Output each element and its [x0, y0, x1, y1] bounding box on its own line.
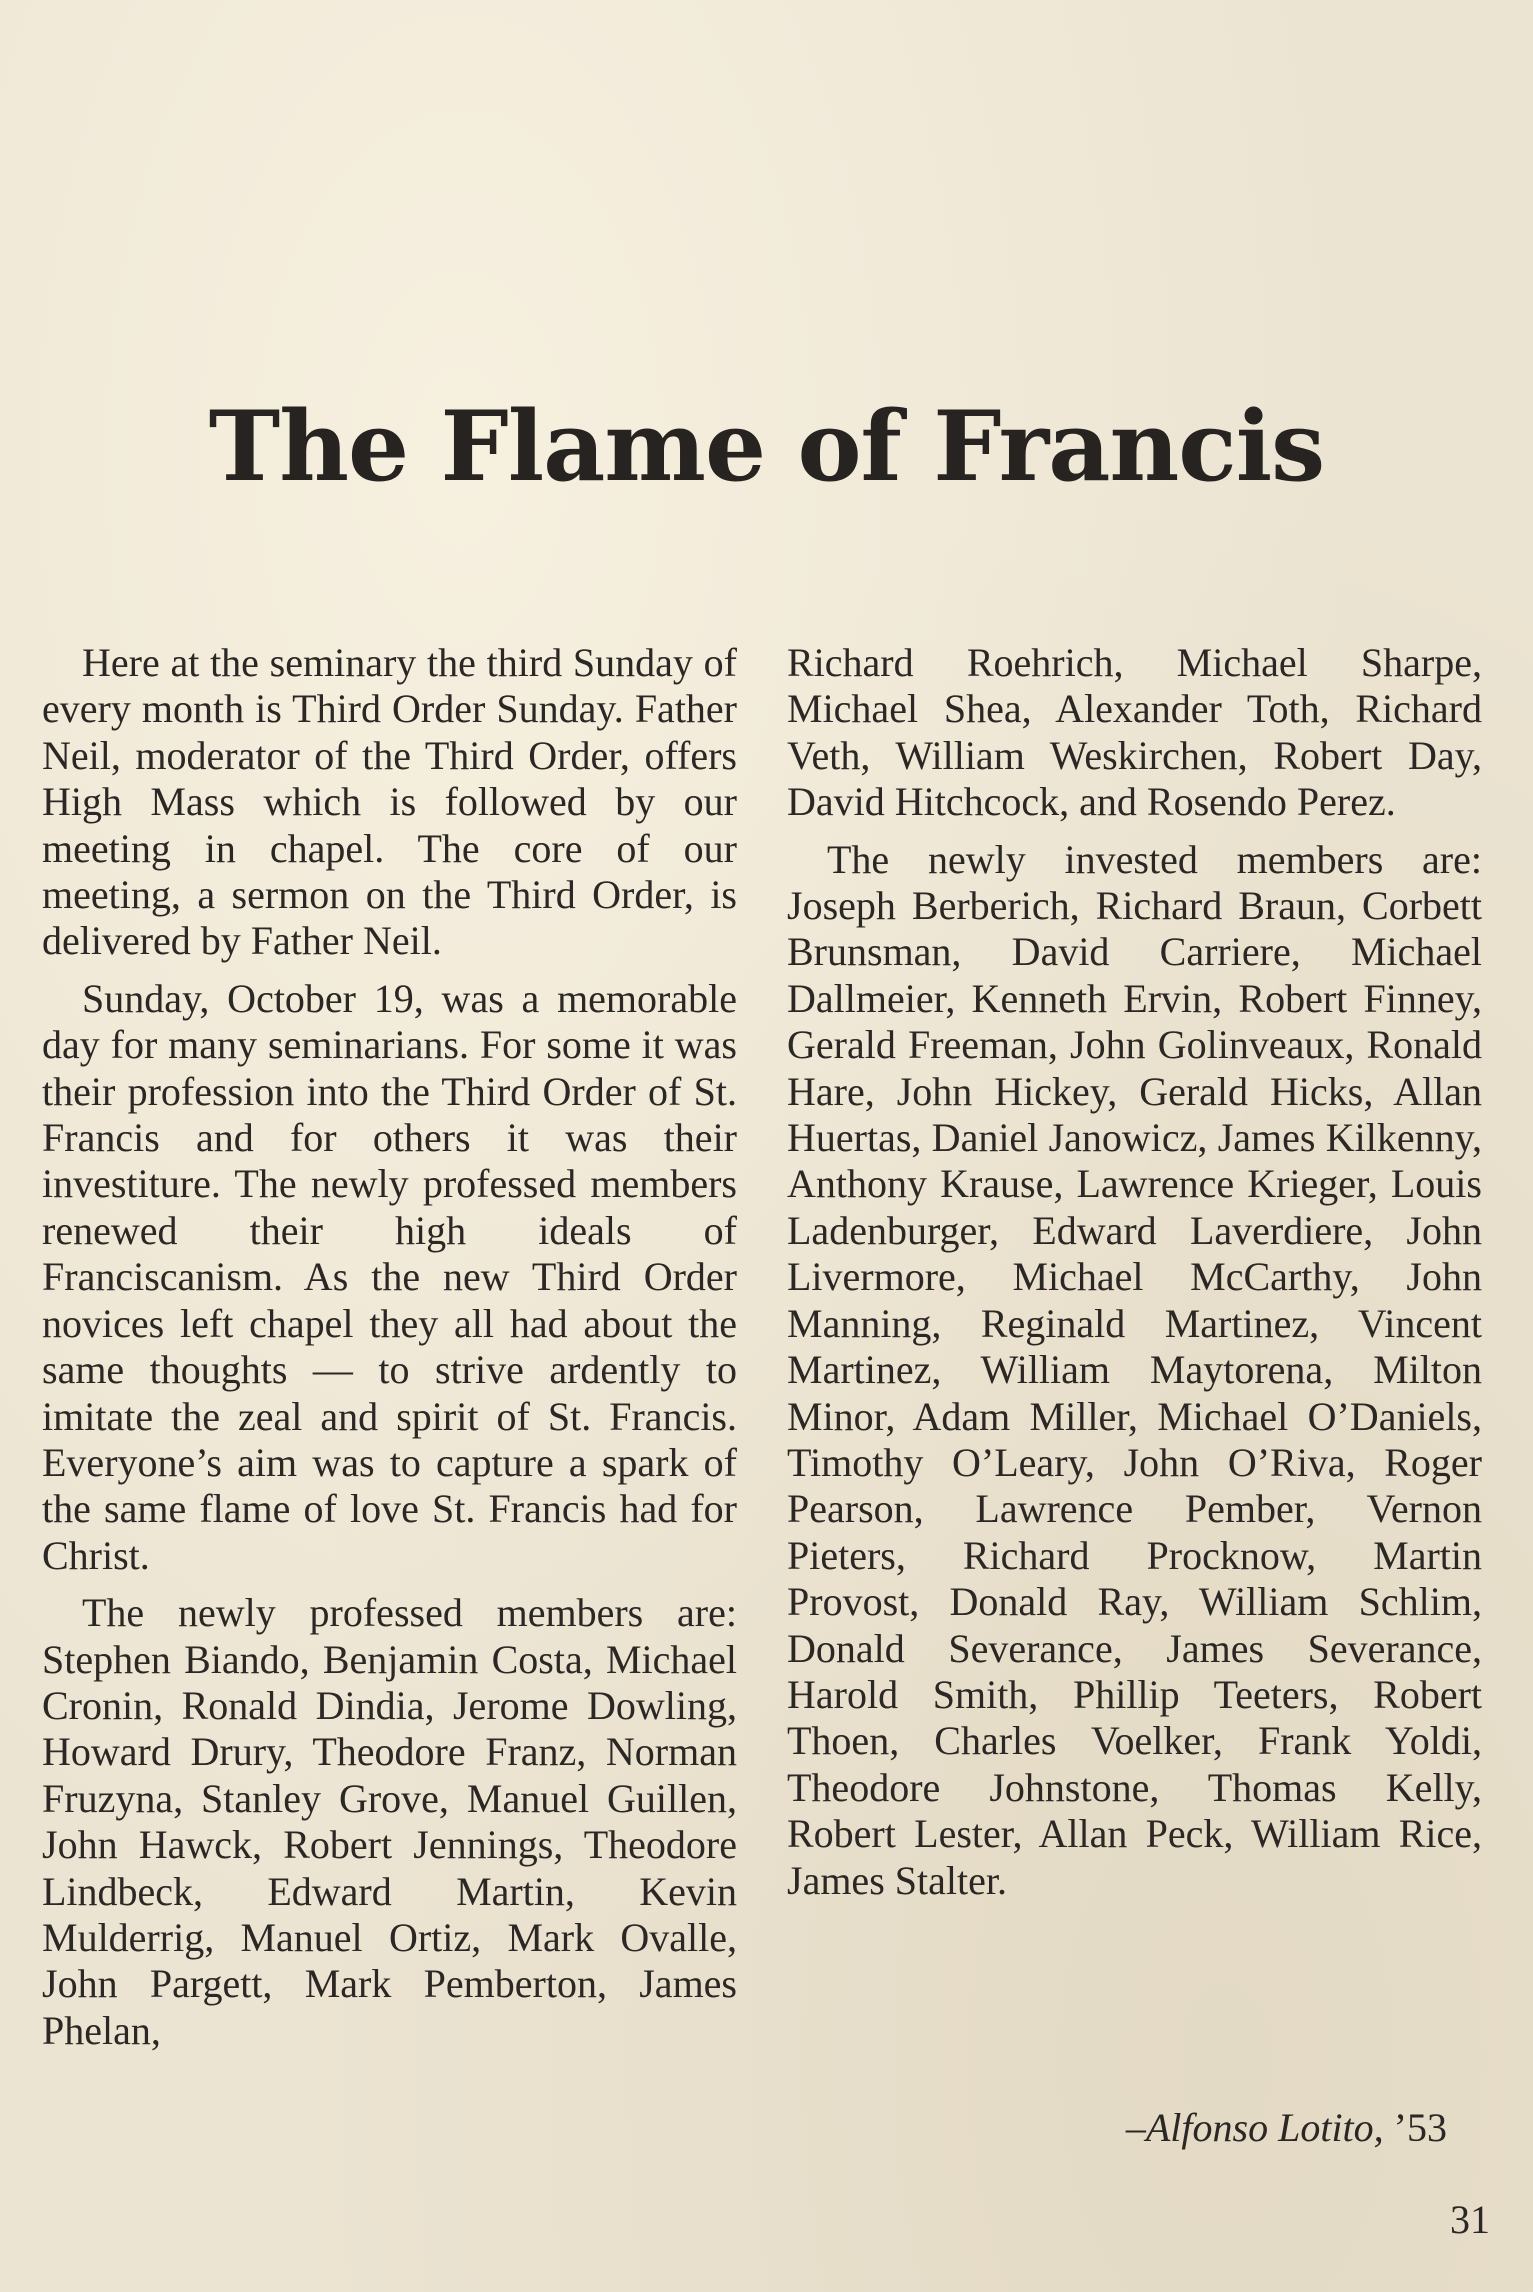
article-title: The Flame of Francis	[208, 390, 1325, 503]
paragraph-intro: Here at the seminary the third Sunday of every month is Third Order Sunday. Father Neil, moderator of the Third Order, offers High Mass which is followed by our meeting in chapel. The core of our meeting, a sermon on the Third Order, is delivered by Father Neil.	[42, 640, 737, 964]
author-signature	[787, 2104, 1447, 2151]
paragraph-professed-members: The newly professed members are: Stephen Biando, Benjamin Costa, Michael Cronin, Ronald Dindia, Jerome Dowling, Howard Drury, Theodore Franz, Norman Fruzyna, Stanley Grove, Manuel Guillen, John Hawck, Robert Jennings, Theodore Lindbeck, Edward Martin, Kevin Mulderrig, Manuel Ortiz, Mark Ovalle, John Pargett, Mark Pemberton, James Phelan,	[42, 1590, 737, 2053]
paragraph-invested-members: The newly invested members are: Joseph Berberich, Richard Braun, Corbett Brunsman, David Carriere, Michael Dallmeier, Kenneth Ervin, Robert Finney, Gerald Freeman, John Golinveaux, Ronald Hare, John Hickey, Gerald Hicks, Allan Huertas, Daniel Janowicz, James Kilkenny, Anthony Krause, Lawrence Krieger, Louis Ladenburger, Edward Laverdiere, John Livermore, Michael McCarthy, John Manning, Reginald Martinez, Vincent Martinez, William Maytorena, Milton Minor, Adam Miller, Michael O’Daniels, Timothy O’Leary, John O’Riva, Roger Pearson, Lawrence Pember, Vernon Pieters, Richard Procknow, Martin Provost, Donald Ray, William Schlim, Donald Severance, James Severance, Harold Smith, Phillip Teeters, Robert Thoen, Charles Voelker, Frank Yoldi, Theodore Johnstone, Thomas Kelly, Robert Lester, Allan Peck, William Rice, James Stalter.	[787, 836, 1482, 1903]
paragraph-october-19: Sunday, October 19, was a memorable day for many seminarians. For some it was their profession into the Third Order of St. Francis and for others it was their investiture. The newly professed members renewed their high ideals of Franciscanism. As the new Third Order novices left chapel they all had about the same thoughts — to strive ardently to imitate the zeal and spirit of St. Francis. Everyone’s aim was to capture a spark of the same flame of love St. Francis had for Christ.	[42, 975, 737, 1578]
author-name: Alfonso Lotito,	[1145, 2105, 1384, 2150]
page-number: 31	[1450, 2197, 1490, 2242]
paragraph-professed-members-continued: Richard Roehrich, Michael Sharpe, Michael Shea, Alexander Toth, Richard Veth, William Weskirchen, Robert Day, David Hitchcock, and Rosendo Perez.	[787, 640, 1482, 825]
right-column	[787, 640, 1482, 1915]
left-column	[42, 640, 737, 2065]
class-year: ’53	[1383, 2105, 1447, 2150]
signature-dash: –	[1125, 2105, 1146, 2150]
